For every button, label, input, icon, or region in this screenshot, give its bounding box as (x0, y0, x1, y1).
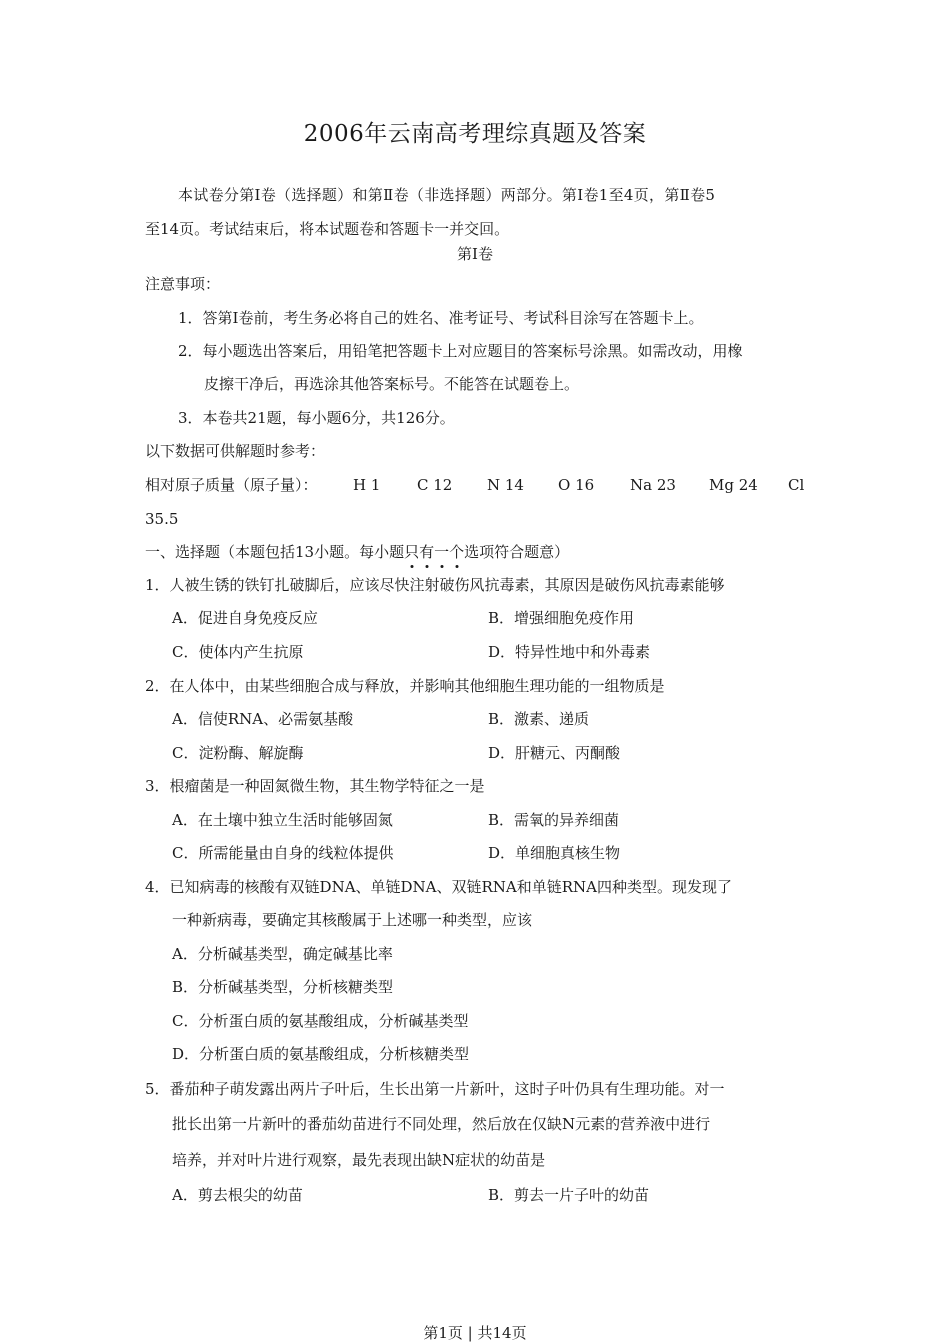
notes-item-2-line-1: 2．每小题选出答案后，用铅笔把答题卡上对应题目的答案标号涂黑。如需改动，用橡 (178, 342, 743, 360)
question-1-option-b: B．增强细胞免疫作用 (488, 609, 635, 627)
question-5-option-b: B．剪去一片子叶的幼苗 (488, 1186, 650, 1204)
notes-item-3: 3．本卷共21题，每小题6分，共126分。 (178, 409, 455, 427)
question-3-option-b: B．需氧的异养细菌 (488, 811, 620, 829)
intro-line-2: 至14页。考试结束后，将本试题卷和答题卡一并交回。 (145, 220, 510, 238)
question-3-option-c: C．所需能量由自身的线粒体提供 (172, 844, 394, 862)
atom-o: O 16 (558, 476, 595, 494)
page-title: 2006年云南高考理综真题及答案 (303, 121, 647, 147)
notes-item-2-line-2: 皮擦干净后，再选涂其他答案标号。不能答在试题卷上。 (204, 375, 580, 393)
question-4-option-d: D．分析蛋白质的氨基酸组成，分析核糖类型 (172, 1045, 470, 1063)
part-one-heading (145, 542, 569, 562)
part-one-prefix: 一、选择题（本题包括13小题。每小题 (145, 543, 405, 561)
question-4-stem-line-1: 4．已知病毒的核酸有双链DNA、单链DNA、双链RNA和单链RNA四种类型。现发现了 (145, 878, 733, 896)
question-1-option-c: C．使体内产生抗原 (172, 643, 304, 661)
question-1-stem: 1．人被生锈的铁钉扎破脚后，应该尽快注射破伤风抗毒素，其原因是破伤风抗毒素能够 (145, 576, 725, 594)
question-1-option-a: A．促进自身免疫反应 (172, 609, 318, 627)
question-5-stem-line-1: 5．番茄种子萌发露出两片子叶后，生长出第一片新叶，这时子叶仍具有生理功能。对一 (145, 1080, 725, 1098)
page-footer: 第1页 | 共14页 (423, 1324, 527, 1342)
atom-h: H 1 (353, 476, 381, 494)
notes-item-1: 1．答第Ⅰ卷前，考生务必将自己的姓名、准考证号、考试科目涂写在答题卡上。 (178, 309, 704, 327)
question-5-stem-line-2: 批长出第一片新叶的番茄幼苗进行不同处理，然后放在仅缺N元素的营养液中进行 (172, 1115, 711, 1133)
question-4-option-a: A．分析碱基类型，确定碱基比率 (172, 945, 393, 963)
emphasis-char: 只 (404, 543, 420, 561)
question-3-option-a: A．在土壤中独立生活时能够固氮 (172, 811, 393, 829)
atom-cl: Cl (788, 476, 805, 494)
question-2-option-d: D．肝糖元、丙酮酸 (488, 744, 621, 762)
emphasis-char: 一 (434, 543, 450, 561)
atom-mg: Mg 24 (709, 476, 758, 494)
part-one-suffix: 选项符合题意） (464, 543, 570, 561)
question-2-stem: 2．在人体中，由某些细胞合成与释放，并影响其他细胞生理功能的一组物质是 (145, 677, 665, 695)
section-title: 第Ⅰ卷 (457, 245, 493, 263)
question-2-option-a: A．信使RNA、必需氨基酸 (172, 710, 354, 728)
question-4-option-c: C．分析蛋白质的氨基酸组成，分析碱基类型 (172, 1012, 469, 1030)
question-4-option-b: B．分析碱基类型，分析核糖类型 (172, 978, 394, 996)
atomic-mass-wrap: 35.5 (145, 510, 179, 528)
notes-heading: 注意事项： (145, 275, 221, 293)
atom-n: N 14 (487, 476, 524, 494)
atomic-mass-label: 相对原子质量（原子量）： (145, 476, 318, 494)
question-4-stem-line-2: 一种新病毒，要确定其核酸属于上述哪一种类型，应该 (172, 911, 533, 929)
reference-heading: 以下数据可供解题时参考： (145, 442, 326, 460)
atom-na: Na 23 (630, 476, 676, 494)
question-5-option-a: A．剪去根尖的幼苗 (172, 1186, 303, 1204)
question-2-option-b: B．激素、递质 (488, 710, 590, 728)
question-3-option-d: D．单细胞真核生物 (488, 844, 621, 862)
emphasis-char: 个 (449, 543, 465, 561)
question-2-option-c: C．淀粉酶、解旋酶 (172, 744, 304, 762)
intro-line-1: 本试卷分第Ⅰ卷（选择题）和第Ⅱ卷（非选择题）两部分。第Ⅰ卷1至4页，第Ⅱ卷5 (178, 186, 716, 204)
emphasis-char: 有 (419, 543, 435, 561)
question-1-option-d: D．特异性地中和外毒素 (488, 643, 651, 661)
atom-c: C 12 (417, 476, 453, 494)
atomic-mass-row (145, 475, 805, 495)
question-5-stem-line-3: 培养，并对叶片进行观察，最先表现出缺N症状的幼苗是 (172, 1151, 546, 1169)
question-3-stem: 3．根瘤菌是一种固氮微生物，其生物学特征之一是 (145, 777, 485, 795)
